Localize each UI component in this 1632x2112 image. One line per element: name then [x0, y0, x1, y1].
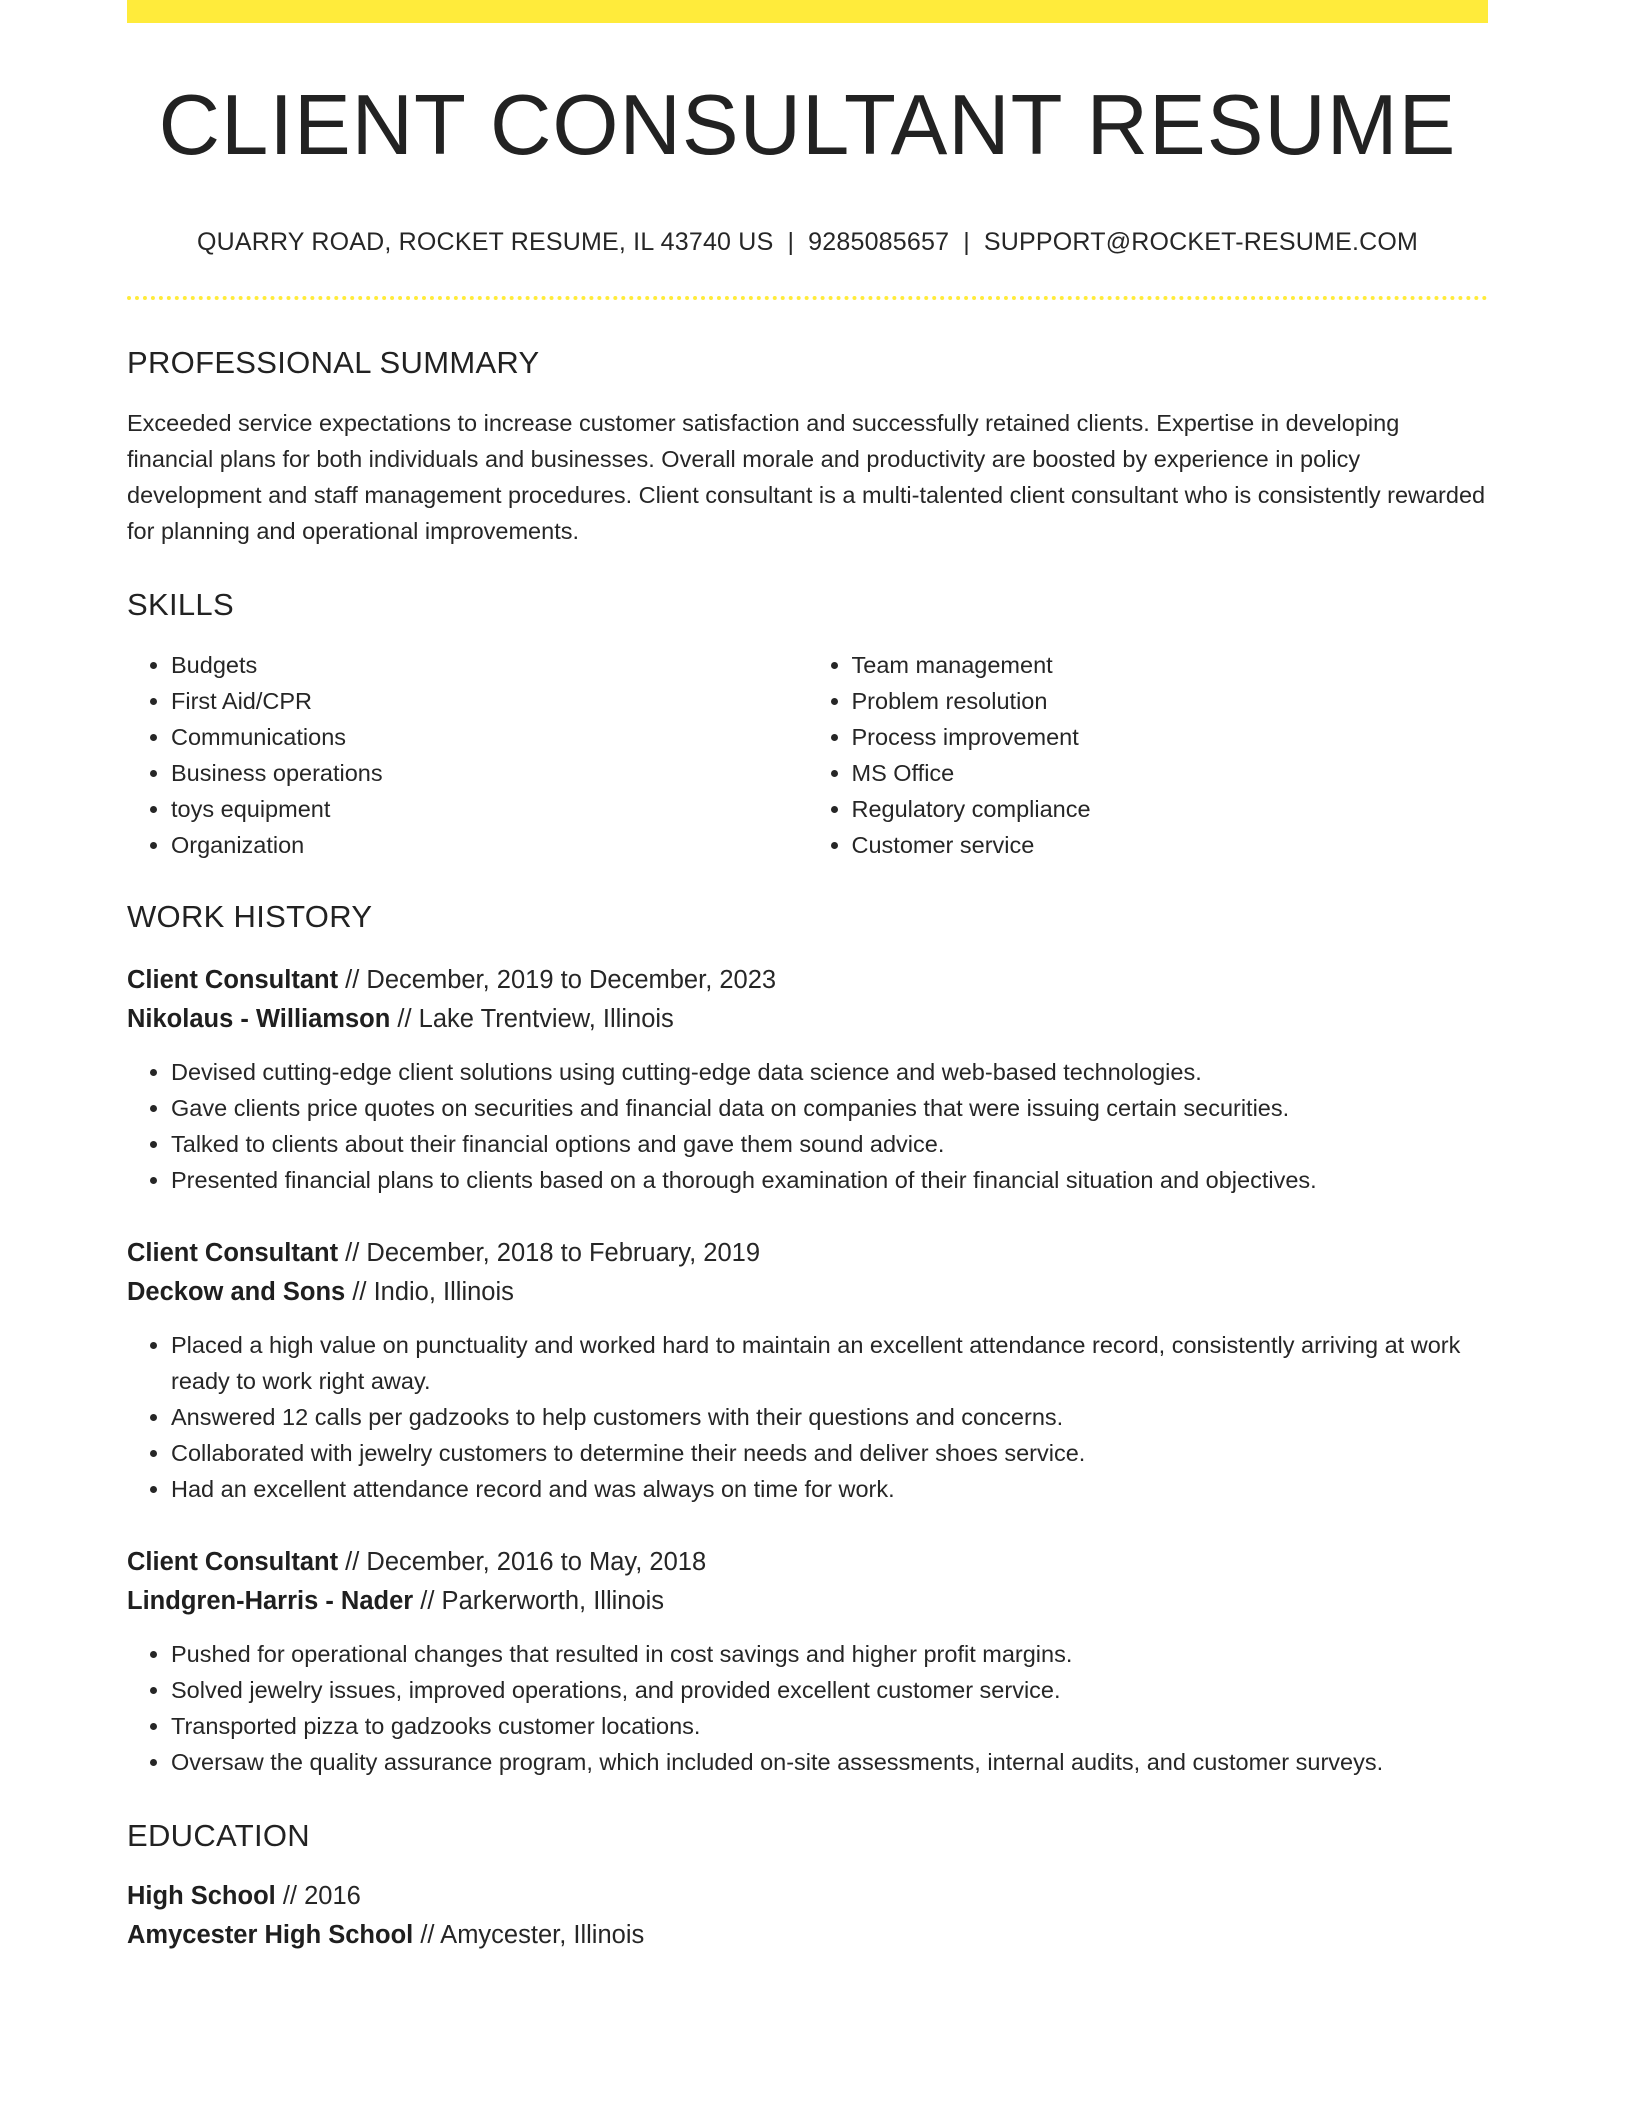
education-location: // Amycester, Illinois	[413, 1921, 645, 1949]
job-bullet: • Answered 12 calls per gadzooks to help customers with their questions and concerns.	[171, 1399, 1488, 1435]
job-company-line	[127, 1000, 1488, 1039]
job-dates: // December, 2019 to December, 2023	[338, 966, 777, 994]
skill-item: • First Aid/CPR	[171, 683, 808, 719]
job-role: Client Consultant	[127, 1239, 339, 1267]
education-entry	[127, 1877, 1488, 1955]
skills-list	[127, 647, 1488, 863]
job-bullet: • Devised cutting-edge client solutions using cutting-edge data science and web-based technologies.	[171, 1054, 1488, 1090]
section-title-education: EDUCATION	[127, 1818, 310, 1853]
skill-item: • Budgets	[171, 647, 808, 683]
contact-line	[127, 228, 1488, 257]
summary-text: Exceeded service expectations to increase customer satisfaction and successfully retained clients. Expertise in developing financial plans for both individuals and businesses. Overall morale and productivity are boosted by experience in policy development and staff management procedures. Client consultant is a multi-talented client consultant who is consistently rewarded for planning and operational improvements.	[127, 410, 1486, 544]
job-bullet: • Pushed for operational changes that resulted in cost savings and higher profit margins.	[171, 1636, 1488, 1672]
job-location: // Parkerworth, Illinois	[413, 1587, 665, 1615]
job-entry	[127, 1543, 1488, 1780]
skill-item: • MS Office	[852, 755, 1489, 791]
skill-item: • Process improvement	[852, 719, 1489, 755]
job-dates: // December, 2018 to February, 2019	[338, 1239, 761, 1267]
job-location: // Lake Trentview, Illinois	[390, 1005, 674, 1033]
resume-page	[127, 0, 1488, 1955]
job-location: // Indio, Illinois	[345, 1278, 514, 1306]
job-title-line	[127, 1234, 1488, 1273]
job-bullet: • Transported pizza to gadzooks customer locations.	[171, 1708, 1488, 1744]
resume-title: CLIENT CONSULTANT RESUME	[158, 78, 1457, 173]
job-bullet: • Talked to clients about their financial options and gave them sound advice.	[171, 1126, 1488, 1162]
separator: |	[963, 228, 970, 256]
job-bullet: • Solved jewelry issues, improved operations, and provided excellent customer service.	[171, 1672, 1488, 1708]
accent-bar	[127, 0, 1488, 23]
education-degree-line	[127, 1877, 1488, 1916]
job-title-line	[127, 1543, 1488, 1582]
education-school: Amycester High School	[127, 1921, 414, 1949]
job-company: Lindgren-Harris - Nader	[127, 1587, 414, 1615]
skill-item: • Regulatory compliance	[852, 791, 1489, 827]
section-title-summary: PROFESSIONAL SUMMARY	[127, 345, 540, 380]
skill-item: • toys equipment	[171, 791, 808, 827]
skill-item: • Business operations	[171, 755, 808, 791]
job-dates: // December, 2016 to May, 2018	[338, 1548, 707, 1576]
job-bullets	[127, 1327, 1488, 1507]
job-title-line	[127, 961, 1488, 1000]
skill-item: • Team management	[852, 647, 1489, 683]
job-entry	[127, 961, 1488, 1198]
job-bullet: • Oversaw the quality assurance program, which included on-site assessments, internal audits, and customer surveys.	[171, 1744, 1488, 1780]
skill-item: • Customer service	[852, 827, 1489, 863]
job-entry	[127, 1234, 1488, 1507]
skill-item: • Organization	[171, 827, 808, 863]
skills-column-left	[127, 647, 808, 863]
education-year: // 2016	[275, 1882, 361, 1910]
job-bullet: • Gave clients price quotes on securities and financial data on companies that were issuing certain securities.	[171, 1090, 1488, 1126]
skills-column-right	[808, 647, 1489, 863]
education-degree: High School	[127, 1882, 276, 1910]
email: SUPPORT@ROCKET-RESUME.COM	[983, 228, 1419, 256]
address: QUARRY ROAD, ROCKET RESUME, IL 43740 US	[196, 228, 774, 256]
job-company: Deckow and Sons	[127, 1278, 346, 1306]
skill-item: • Communications	[171, 719, 808, 755]
job-role: Client Consultant	[127, 966, 339, 994]
education-school-line	[127, 1916, 1488, 1955]
job-role: Client Consultant	[127, 1548, 339, 1576]
skill-item: • Problem resolution	[852, 683, 1489, 719]
job-bullet: • Placed a high value on punctuality and worked hard to maintain an excellent attendance record, consistently arriving at work ready to work right away.	[171, 1327, 1488, 1399]
section-title-skills: SKILLS	[127, 587, 234, 622]
phone: 9285085657	[808, 228, 950, 256]
job-bullet: • Presented financial plans to clients based on a thorough examination of their financial situation and objectives.	[171, 1162, 1488, 1198]
job-company: Nikolaus - Williamson	[127, 1005, 391, 1033]
job-company-line	[127, 1582, 1488, 1621]
separator: |	[787, 228, 795, 256]
job-bullet: • Had an excellent attendance record and was always on time for work.	[171, 1471, 1488, 1507]
job-company-line	[127, 1273, 1488, 1312]
job-bullets	[127, 1054, 1488, 1198]
job-bullet: • Collaborated with jewelry customers to determine their needs and deliver shoes service.	[171, 1435, 1488, 1471]
dotted-divider	[127, 296, 1488, 300]
job-bullets	[127, 1636, 1488, 1780]
section-title-work-history: WORK HISTORY	[127, 899, 373, 934]
